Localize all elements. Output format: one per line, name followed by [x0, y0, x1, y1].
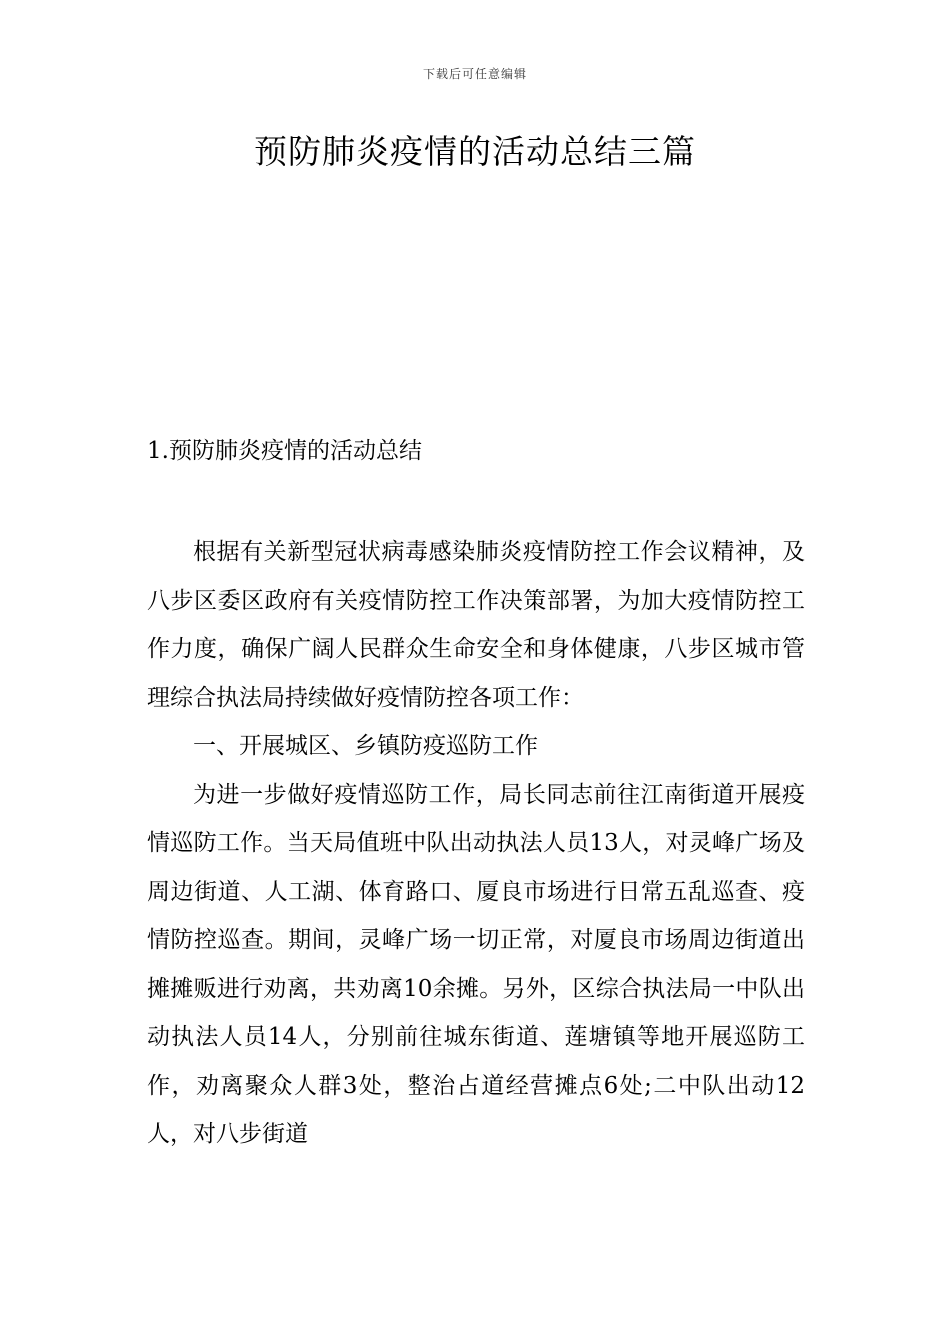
- body-text: [147, 528, 805, 1159]
- subheading-patrol: 一、开展城区、乡镇防疫巡防工作: [193, 733, 538, 759]
- paragraph-patrol-details: 为进一步做好疫情巡防工作，局长同志前往江南街道开展疫情巡防工作。当天局值班中队出动执法人员13人，对灵峰广场及周边街道、人工湖、体育路口、厦良市场进行日常五乱巡查、疫情防控巡查。期间，灵峰广场一切正常，对厦良市场周边街道出摊摊贩进行劝离，共劝离10余摊。另外，区综合执法局一中队出动执法人员14人，分别前往城东街道、莲塘镇等地开展巡防工作，劝离聚众人群3处，整治占道经营摊点6处;二中队出动12人，对八步街道: [147, 781, 805, 1147]
- header-note: 下载后可任意编辑: [422, 67, 527, 81]
- section-heading: 1.预防肺炎疫情的活动总结: [147, 438, 422, 464]
- paragraph-intro: 根据有关新型冠状病毒感染肺炎疫情防控工作会议精神，及八步区委区政府有关疫情防控工作决策部署，为加大疫情防控工作力度，确保广阔人民群众生命安全和身体健康，八步区城市管理综合执法局持续做好疫情防控各项工作：: [147, 539, 805, 711]
- document-title: 预防肺炎疫情的活动总结三篇: [254, 132, 696, 171]
